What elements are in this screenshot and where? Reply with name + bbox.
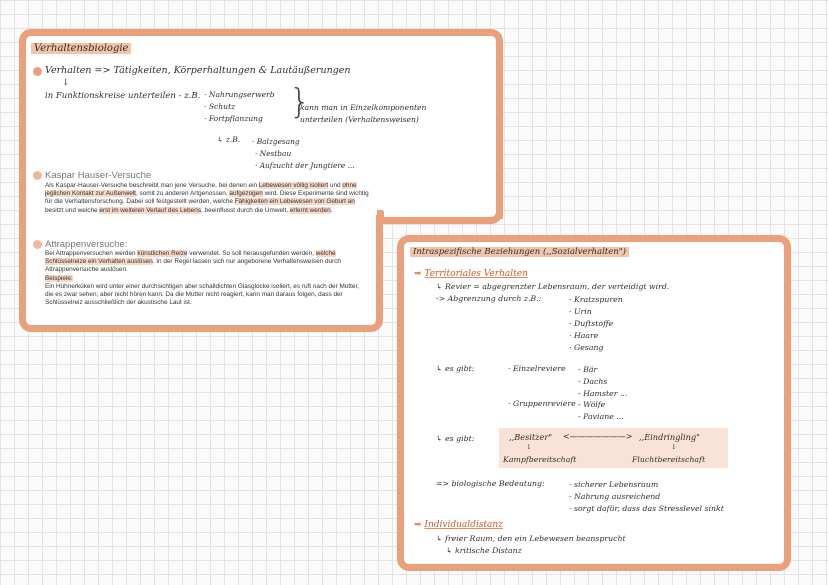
- bio-item: · sicherer Lebensraum: [569, 480, 659, 489]
- bio-item: · sorgt dafür, dass das Stresslevel sinkt: [569, 504, 724, 513]
- gruppen-list: [578, 399, 624, 423]
- bio-prefix: => biologische Bedeutung:: [436, 479, 545, 488]
- function-item: · Fortpflanzung: [204, 114, 263, 123]
- einzel-item: - Hamster ...: [578, 389, 628, 398]
- ind-line-2: ↳ kritische Distanz: [446, 546, 522, 555]
- gruppenreviere: · Gruppenreviere: [508, 399, 576, 408]
- card-verhaltensbiologie-step: [376, 204, 503, 224]
- kh-text: Als Kaspar-Hauser-Versuche beschreibt man jene Versuche, bei denen ein Lebewesen völlig isoliert und ohne jeglichen Kontakt zur Außenwelt, somit zu anderen Artgenossen, aufgezogen wird. Diese Experimente sind wichtig für die Verhaltensforschung. Dabei soll festgestellt werden, welche Fähigkeiten ein Lebewesen von Geburt an besitzt und welche erst im weiteren Verlauf des Lebens, beeinflusst durch die Umwelt, erlernt werden.: [45, 182, 369, 214]
- function-item: · Nahrungserwerb: [204, 90, 275, 99]
- example-list: [252, 136, 355, 172]
- corner-fill: [377, 211, 384, 223]
- marks-list: [569, 294, 623, 354]
- eg-prefix: ↳ z.B.: [217, 135, 241, 144]
- down-arrow-icon: ↓: [671, 443, 677, 451]
- example-item: · Balzgesang: [252, 137, 300, 146]
- bullet-dot: [33, 240, 42, 249]
- function-list: [204, 89, 275, 125]
- terr-heading: ➡ Territoriales Verhalten: [414, 269, 528, 279]
- besitzer: ,,Besitzer": [509, 432, 553, 442]
- function-item: · Schutz: [204, 102, 236, 111]
- revier-line: ↳ Revier = abgegrenzter Lebensraum, der verteidigt wird.: [436, 282, 670, 291]
- bio-list: [569, 479, 724, 515]
- mark-item: · Urin: [569, 307, 592, 316]
- gruppen-item: - Wölfe: [578, 400, 606, 409]
- einzel-item: - Bär: [578, 365, 598, 374]
- brace: }: [289, 82, 311, 122]
- es-gibt-2: ↳ es gibt:: [436, 434, 475, 443]
- einzelreviere: · Einzelreviere: [508, 364, 566, 373]
- eindringling: ,,Eindringling": [639, 432, 700, 442]
- example-item: · Nestbau: [255, 149, 292, 158]
- verhalten-line: Verhalten => Tätigkeiten, Körperhaltungen & Lautäußerungen: [45, 65, 351, 76]
- kampfbereitschaft: Kampfbereitschaft: [503, 455, 577, 464]
- brace-note: kann man in Einzelkomponenten unterteilen (Verhaltensweisen): [300, 103, 427, 124]
- kh-title: Kaspar Hauser-Versuche: [45, 170, 152, 181]
- mark-item: · Duftstoffe: [569, 319, 614, 328]
- bio-item: · Nahrung ausreichend: [569, 492, 661, 501]
- card1-title: Verhaltensbiologie: [31, 43, 131, 54]
- fluchtbereitschaft: Fluchtbereitschaft: [632, 455, 706, 464]
- double-arrow-icon: <———————>: [563, 432, 633, 441]
- example-item: · Aufzucht der Jungtiere ...: [255, 161, 355, 170]
- down-arrow-icon: ↓: [62, 78, 70, 88]
- gruppen-item: - Paviane ...: [578, 412, 624, 421]
- abgrenzung-line: -> Abgrenzung durch z.B.:: [436, 294, 542, 303]
- arrow-right-icon: ➡: [414, 520, 422, 530]
- mark-item: · Gesang: [569, 343, 604, 352]
- ind-line-1: ↳ freier Raum, den ein Lebewesen beansprucht: [436, 534, 626, 543]
- arrow-right-icon: ➡: [414, 269, 422, 279]
- mark-item: · Kratzspuren: [569, 295, 623, 304]
- einzel-list: [578, 364, 627, 400]
- bullet-dot: [33, 171, 42, 180]
- einzel-item: - Dachs: [578, 377, 608, 386]
- card2-title: Intraspezifische Beziehungen (,,Sozialverhalten"): [410, 247, 629, 257]
- att-title: Attrappenversuche:: [45, 239, 128, 250]
- bullet-dot: [33, 67, 42, 76]
- down-arrow-icon: ↓: [526, 443, 532, 451]
- es-gibt-1: ↳ es gibt:: [436, 364, 475, 373]
- funktionskreise-line: in Funktionskreise unterteilen - z.B.: [45, 91, 201, 101]
- mark-item: · Haare: [569, 331, 599, 340]
- ind-heading: ➡ Individualdistanz: [414, 520, 503, 530]
- att-text: Bei Attrappenversuchen werden künstlichen Reize verwendet. So soll herausgefunden werden, welche Schlüsselreize ein Verhalten auslösen. In der Regel lassen sich nur angeborene Verhaltensweisen durch Attrappenversuche auslösen. Beispiele: Ein Hühnerküken wird unter einer durchsichtigen aber schalldichten Glasglocke isoliert, es ruft nach der Mutter, die es zwar sehen; aber nicht hören kann. Da die Mutter nicht reagiert, kann man daraus folgen, dass der Schlüsselreiz ausschließlich der akustische Laut ist.: [45, 250, 360, 307]
